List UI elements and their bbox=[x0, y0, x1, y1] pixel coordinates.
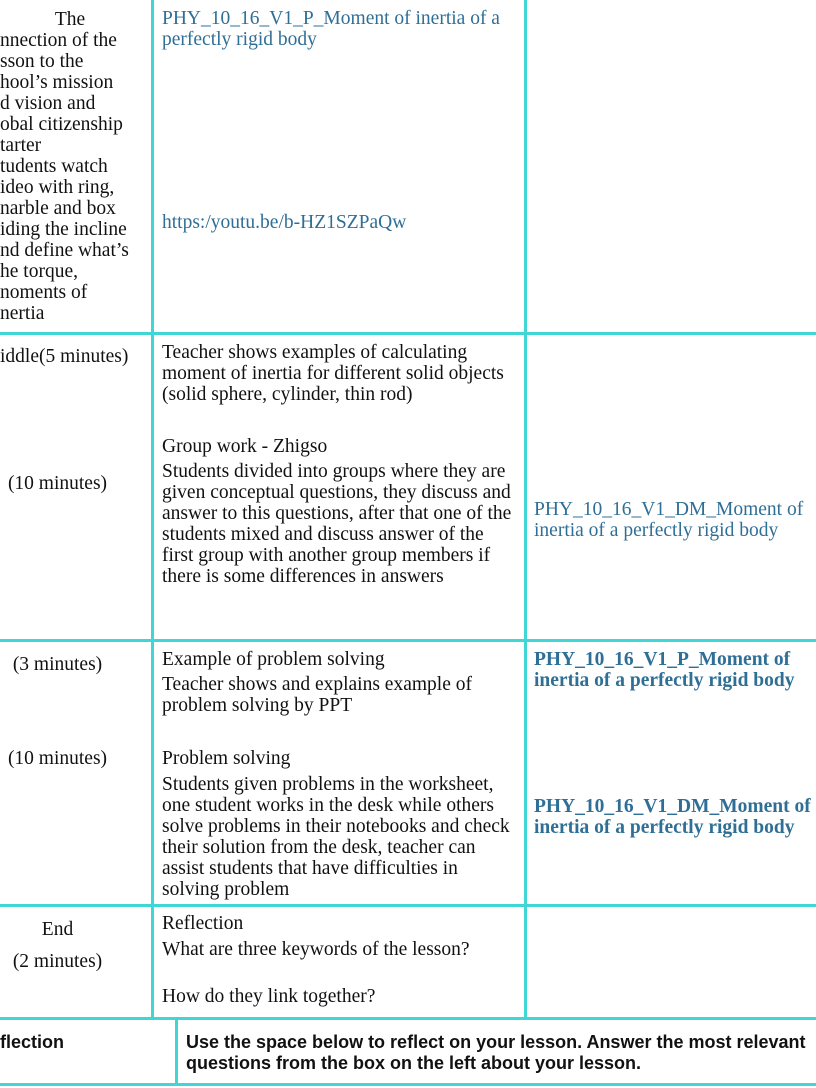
resource-link-video[interactable]: https:/youtu.be/b-HZ1SZPaQw bbox=[162, 212, 407, 233]
row4-question-1: What are three keywords of the lesson? bbox=[162, 939, 470, 960]
row1-left-line: tarter bbox=[0, 135, 42, 156]
row1-left-line: tudents watch bbox=[0, 156, 108, 177]
grid-line-horizontal-2 bbox=[0, 639, 816, 642]
resource-link-demonstration-bold[interactable]: PHY_10_16_V1_DM_Moment of inertia of a perfectly rigid body bbox=[534, 796, 811, 838]
row1-left-line: sson to the bbox=[0, 51, 84, 72]
row1-left-line: noments of bbox=[0, 282, 88, 303]
resource-link-presentation-bold[interactable]: PHY_10_16_V1_P_Moment of inertia of a perfectly rigid body bbox=[534, 649, 795, 691]
resource-link-demonstration[interactable]: PHY_10_16_V1_DM_Moment of inertia of a perfectly rigid body bbox=[534, 499, 804, 541]
row3-example-text: Teacher shows and explains example of problem solving by PPT bbox=[162, 674, 472, 716]
row3-problem-text: Students given problems in the worksheet, one student works in the desk while others solve problems in their notebooks and check their solution from the desk, teacher can assist students that have difficulties in solving problem bbox=[162, 774, 510, 900]
row4-reflection-title: Reflection bbox=[162, 913, 244, 934]
reflection-heading: flection bbox=[0, 1032, 65, 1052]
row1-left-line: ideo with ring, bbox=[0, 177, 115, 198]
row1-left-line: nnection of the bbox=[0, 30, 117, 51]
row1-left-line: nertia bbox=[0, 303, 45, 324]
row1-left-line: narble and box bbox=[0, 198, 116, 219]
row2-teacher-activity: Teacher shows examples of calculating moment of inertia for different solid objects (solid sphere, cylinder, thin rod) bbox=[162, 342, 504, 405]
row2-group-work-title: Group work - Zhigso bbox=[162, 436, 328, 457]
grid-line-vertical-2 bbox=[524, 0, 527, 1018]
grid-line-vertical-1 bbox=[151, 0, 154, 1018]
grid-line-vertical-3 bbox=[175, 1018, 178, 1086]
row2-duration-label: (10 minutes) bbox=[7, 473, 108, 494]
row3-duration-label-2: (10 minutes) bbox=[7, 748, 108, 769]
row1-left-line: he torque, bbox=[0, 261, 78, 282]
row3-duration-label-1: (3 minutes) bbox=[12, 654, 103, 675]
row2-stage-label: iddle(5 minutes) bbox=[0, 346, 129, 367]
grid-line-horizontal-3 bbox=[0, 904, 816, 907]
grid-line-horizontal-1 bbox=[0, 332, 816, 335]
row1-left-line: obal citizenship bbox=[0, 114, 123, 135]
row1-left-cell bbox=[0, 9, 150, 324]
reflection-instructions: Use the space below to reflect on your lesson. Answer the most relevant questions from the box on the left about your lesson. bbox=[186, 1032, 806, 1073]
row2-group-work-text: Students divided into groups where they are given conceptual questions, they discuss and answer to this questions, after that one of the students mixed and discuss answer of the first group with another group members if there is some differences in answers bbox=[162, 461, 512, 587]
grid-line-horizontal-4 bbox=[0, 1017, 816, 1020]
row1-left-line: d vision and bbox=[0, 93, 96, 114]
row1-left-line: nd define what’s bbox=[0, 240, 129, 261]
grid-line-horizontal-5 bbox=[0, 1083, 816, 1086]
row4-duration-label: (2 minutes) bbox=[12, 951, 103, 972]
row4-stage-label: End bbox=[41, 919, 74, 940]
row3-example-title: Example of problem solving bbox=[162, 649, 385, 670]
row1-left-line: iding the incline bbox=[0, 219, 127, 240]
row4-question-2: How do they link together? bbox=[162, 986, 376, 1007]
row3-problem-title: Problem solving bbox=[162, 748, 291, 769]
resource-link-presentation[interactable]: PHY_10_16_V1_P_Moment of inertia of a perfectly rigid body bbox=[162, 8, 500, 50]
row1-left-line: The bbox=[54, 9, 86, 30]
row1-left-line: hool’s mission bbox=[0, 72, 114, 93]
